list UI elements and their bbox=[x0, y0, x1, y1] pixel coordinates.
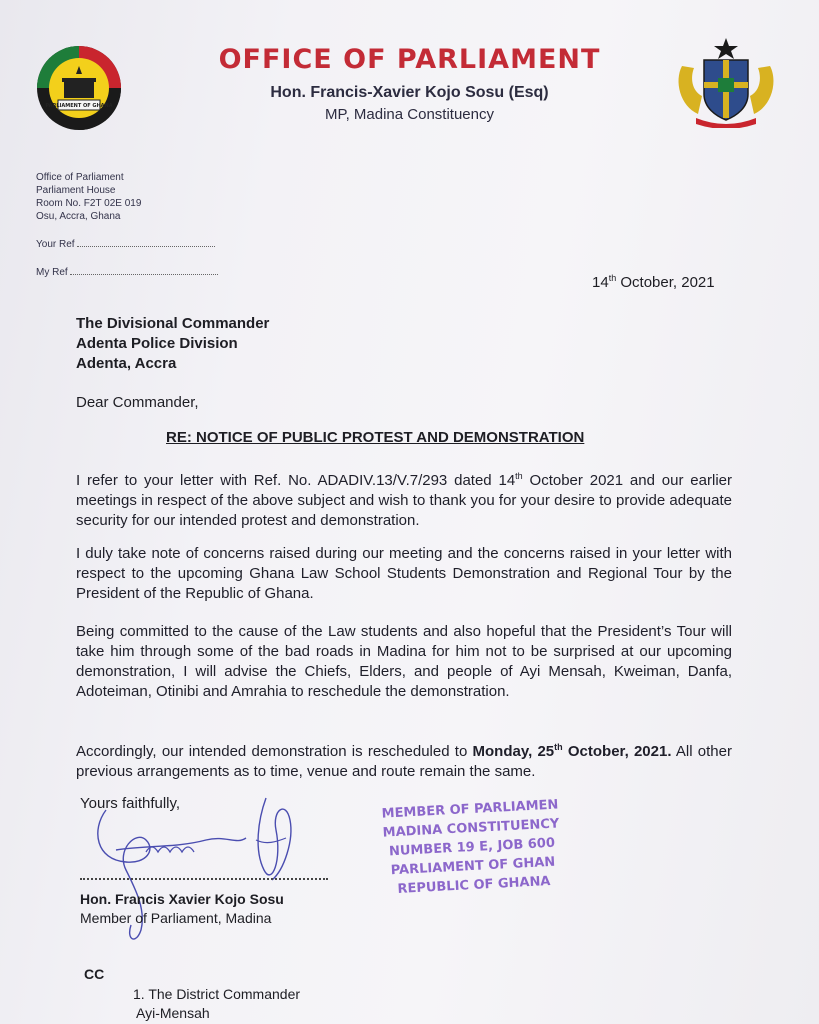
paragraph-3: Being committed to the cause of the Law students and also hopeful that the President’s Tour will take him through some of the bad roads in Madina for him not to be surprised at our upcoming demonstration, I will advise the Chiefs, Elders, and people of Ayi Mensah, Kweiman, Danfa, Adoteiman, Otinibi and Amrahia to reschedule the demonstration. bbox=[76, 623, 732, 700]
address-line: Osu, Accra, Ghana bbox=[36, 211, 121, 222]
my-ref-field bbox=[36, 265, 218, 279]
p4-bold-month: October, 2021. bbox=[562, 743, 672, 760]
date-suffix: th bbox=[608, 273, 617, 283]
my-ref-line bbox=[70, 265, 218, 275]
sender-address bbox=[36, 171, 141, 223]
subject-line: RE: NOTICE OF PUBLIC PROTEST AND DEMONSTRATION bbox=[166, 429, 585, 446]
address-line: Parliament House bbox=[36, 185, 116, 196]
signatory-title: Member of Parliament, Madina bbox=[80, 910, 272, 926]
your-ref-label: Your Ref bbox=[36, 239, 75, 250]
p4-bold-date: Monday, 25 bbox=[472, 743, 555, 760]
recipient-line: Adenta Police Division bbox=[76, 335, 238, 352]
paragraph-2: I duly take note of concerns raised during our meeting and the concerns raised in your letter with respect to the upcoming Ghana Law School Students Demonstration and Regional Tour by the President of the Republic of Ghana. bbox=[76, 545, 732, 602]
signatory-block bbox=[80, 890, 284, 928]
my-ref-label: My Ref bbox=[36, 267, 68, 278]
cc-item: 1. The District Commander bbox=[133, 986, 301, 1002]
p4-text-a: Accordingly, our intended demonstration is rescheduled to bbox=[76, 743, 473, 760]
signatory-name: Hon. Francis Xavier Kojo Sosu bbox=[80, 891, 284, 907]
your-ref-line bbox=[77, 237, 215, 247]
recipient-line: The Divisional Commander bbox=[76, 315, 270, 332]
p4-superscript: th bbox=[554, 742, 563, 752]
stamp-line: MADINA CONSTITUENCY bbox=[382, 816, 560, 841]
address-line: Room No. F2T 02E 019 bbox=[36, 198, 142, 209]
constituency-heading: MP, Madina Constituency bbox=[325, 106, 494, 123]
stamp-line: MEMBER OF PARLIAMEN bbox=[381, 797, 559, 822]
p1-text-b: October 2021 and our earlier meetings in respect of the above subject and wish to thank you for your desire to provide adequate security for our intended protest and demonstration. bbox=[76, 472, 732, 529]
address-line: Office of Parliament bbox=[36, 172, 124, 183]
p4-text-b: All other previous arrangements as to time, venue and route remain the same. bbox=[76, 743, 732, 780]
date-day: 14 bbox=[592, 274, 609, 291]
paragraph-4 bbox=[76, 737, 732, 782]
office-heading: OFFICE OF PARLIAMENT bbox=[218, 44, 601, 75]
letter-date bbox=[592, 273, 715, 291]
p1-text-a: I refer to your letter with Ref. No. ADADIV.13/V.7/293 dated 14 bbox=[76, 472, 516, 489]
recipient-block bbox=[76, 314, 269, 374]
stamp-line: REPUBLIC OF GHANA bbox=[397, 873, 551, 897]
salutation: Dear Commander, bbox=[76, 394, 199, 411]
svg-text:PARLIAMENT OF GHANA: PARLIAMENT OF GHANA bbox=[45, 103, 113, 109]
paragraph-1 bbox=[76, 466, 732, 531]
closing: Yours faithfully, bbox=[80, 795, 181, 812]
date-rest: October, 2021 bbox=[616, 274, 715, 291]
official-stamp bbox=[350, 794, 595, 901]
signature-line bbox=[80, 878, 328, 880]
cc-list bbox=[133, 985, 300, 1023]
your-ref-field bbox=[36, 237, 215, 251]
stamp-line: NUMBER 19 E, JOB 600 bbox=[388, 835, 556, 860]
p1-superscript: th bbox=[515, 471, 523, 481]
mp-name-heading: Hon. Francis-Xavier Kojo Sosu (Esq) bbox=[270, 84, 549, 101]
recipient-line: Adenta, Accra bbox=[76, 355, 177, 372]
cc-label: CC bbox=[84, 966, 105, 982]
cc-item: Ayi-Mensah bbox=[136, 1005, 210, 1021]
stamp-line: PARLIAMENT OF GHAN bbox=[390, 854, 556, 879]
